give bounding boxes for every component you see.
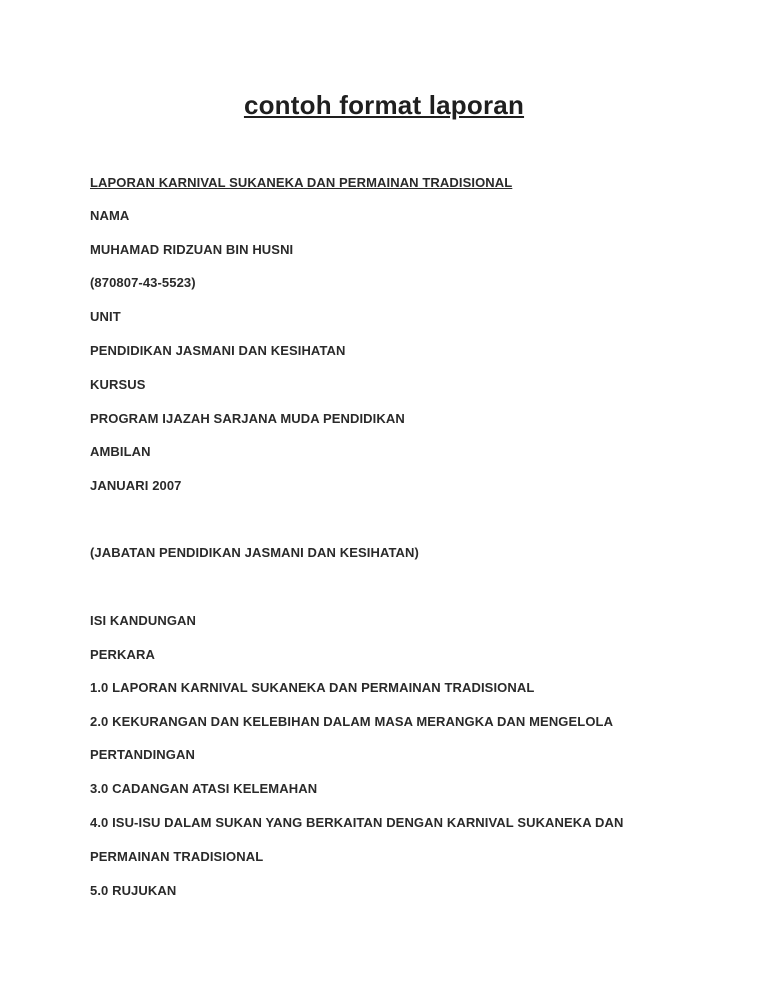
name-label: NAMA xyxy=(90,208,130,223)
toc-item: 1.0 LAPORAN KARNIVAL SUKANEKA DAN PERMAINAN TRADISIONAL xyxy=(90,680,535,695)
toc-subheading: PERKARA xyxy=(90,647,155,662)
document-title: contoh format laporan xyxy=(243,90,525,120)
toc-item: PERMAINAN TRADISIONAL xyxy=(90,849,264,864)
intake-label: AMBILAN xyxy=(90,444,151,459)
toc-item: 2.0 KEKURANGAN DAN KELEBIHAN DALAM MASA MERANGKA DAN MENGELOLA xyxy=(90,714,614,729)
intake-value: JANUARI 2007 xyxy=(90,478,182,493)
toc-item: 3.0 CADANGAN ATASI KELEMAHAN xyxy=(90,781,318,796)
unit-value: PENDIDIKAN JASMANI DAN KESIHATAN xyxy=(90,343,346,358)
course-label: KURSUS xyxy=(90,377,146,392)
report-heading: LAPORAN KARNIVAL SUKANEKA DAN PERMAINAN TRADISIONAL xyxy=(90,175,513,190)
department-line: (JABATAN PENDIDIKAN JASMANI DAN KESIHATAN) xyxy=(90,545,419,560)
unit-label: UNIT xyxy=(90,309,121,324)
course-value: PROGRAM IJAZAH SARJANA MUDA PENDIDIKAN xyxy=(90,411,405,426)
toc-heading: ISI KANDUNGAN xyxy=(90,613,197,628)
name-value: MUHAMAD RIDZUAN BIN HUSNI xyxy=(90,242,294,257)
toc-item: 4.0 ISU-ISU DALAM SUKAN YANG BERKAITAN DENGAN KARNIVAL SUKANEKA DAN xyxy=(90,815,624,830)
id-value: (870807-43-5523) xyxy=(90,275,196,290)
toc-item: PERTANDINGAN xyxy=(90,747,195,762)
toc-item: 5.0 RUJUKAN xyxy=(90,883,177,898)
